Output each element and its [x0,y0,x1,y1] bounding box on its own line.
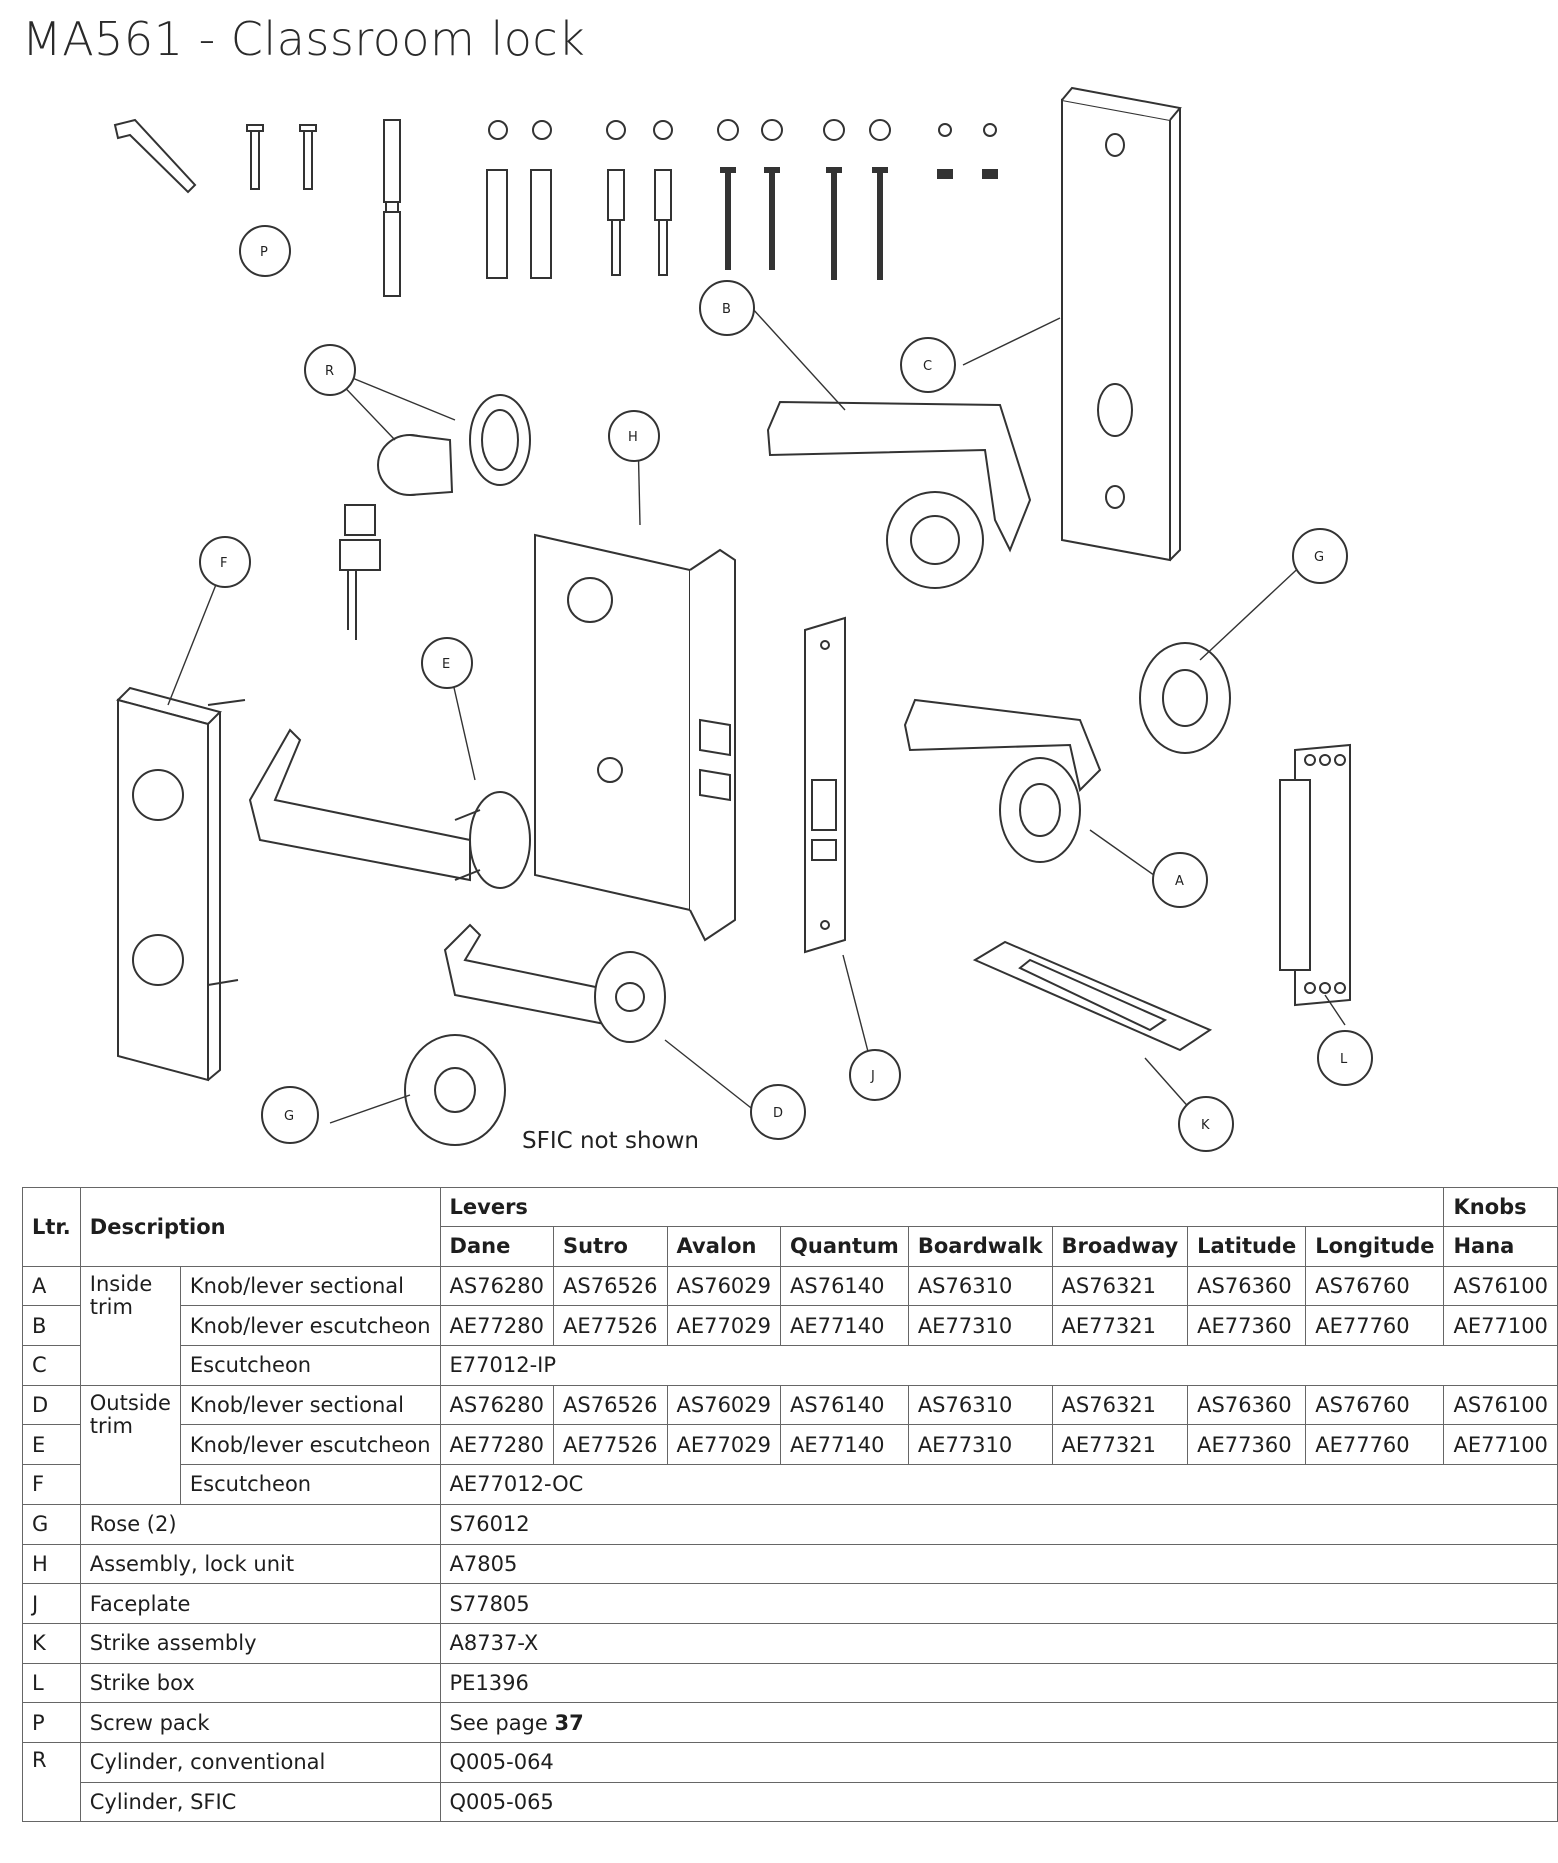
callout-h [609,411,659,461]
part-cell: AS76280 [440,1266,554,1306]
row-description: Cylinder, SFIC [80,1782,440,1822]
row-ltr: A [23,1266,81,1306]
row-description: Knob/lever escutcheon [180,1306,440,1346]
callout-k [1179,1097,1233,1151]
part-cell: AS76100 [1444,1266,1558,1306]
header-lever-dane: Dane [440,1227,554,1267]
header-lever-latitude: Latitude [1188,1227,1306,1267]
header-ltr: Ltr. [23,1188,81,1267]
svg-text:P: P [260,245,268,260]
part-cell: AS76140 [781,1266,909,1306]
group-outside-trim: Outside trim [80,1385,180,1504]
exploded-parts-diagram [0,80,1500,1170]
part-cell: AE77760 [1306,1306,1444,1346]
part-cell: AS76280 [440,1385,554,1425]
part-cell [440,1703,1557,1743]
part-cell: AS76140 [781,1385,909,1425]
svg-text:B: B [722,302,731,317]
table-row-k [23,1623,1558,1663]
faceplate-drawing [805,618,845,952]
part-cell: AE77360 [1188,1425,1306,1465]
part-cell: AE77321 [1052,1306,1188,1346]
header-lever-broadway: Broadway [1052,1227,1188,1267]
table-row-r [23,1742,1558,1782]
svg-text:F: F [220,556,228,571]
table-row-p [23,1703,1558,1743]
callout-l [1318,1031,1372,1085]
callout-f [200,537,250,587]
part-cell: A8737-X [440,1623,1557,1663]
row-description: Knob/lever sectional [180,1385,440,1425]
svg-text:G: G [1314,550,1325,565]
part-cell: AE77526 [554,1425,668,1465]
header-levers: Levers [440,1188,1444,1227]
header-lever-quantum: Quantum [781,1227,909,1267]
table-row-f [23,1465,1558,1505]
part-cell: AS76760 [1306,1266,1444,1306]
callout-c [901,338,955,392]
header-description: Description [80,1188,440,1267]
inside-escutcheon-drawing [1062,88,1180,560]
part-cell: AE77280 [440,1425,554,1465]
svg-text:G: G [284,1109,295,1124]
header-knobs: Knobs [1444,1188,1558,1227]
callout-e [422,638,472,688]
lock-body-drawing [535,535,735,940]
row-ltr: K [23,1623,81,1663]
table-row-d [23,1385,1558,1425]
callout-g-left [262,1087,318,1143]
spindle-drawing [384,120,400,296]
lower-lever-drawing [445,925,665,1042]
table-row-b [23,1306,1558,1346]
row-description: Strike box [80,1663,440,1703]
header-lever-boardwalk: Boardwalk [908,1227,1052,1267]
part-cell: AE77310 [908,1306,1052,1346]
row-ltr: E [23,1425,81,1465]
rose-right-drawing [1140,643,1230,753]
row-description: Rose (2) [80,1504,440,1544]
sectional-lever-drawing [905,700,1100,862]
part-cell: AS76310 [908,1266,1052,1306]
table-row-l [23,1663,1558,1703]
part-cell: AE77029 [667,1425,781,1465]
part-cell: AS76360 [1188,1385,1306,1425]
row-description: Faceplate [80,1584,440,1624]
svg-text:C: C [923,359,933,374]
part-cell: AS76526 [554,1385,668,1425]
callout-d [751,1085,805,1139]
row-ltr: D [23,1385,81,1425]
outside-lever-drawing [250,730,530,888]
part-cell: Q005-064 [440,1742,1557,1782]
part-cell: AS76321 [1052,1385,1188,1425]
table-row-e [23,1425,1558,1465]
part-cell: AS76526 [554,1266,668,1306]
part-cell: AE77526 [554,1306,668,1346]
header-lever-longitude: Longitude [1306,1227,1444,1267]
part-cell: AS76029 [667,1266,781,1306]
inside-lever-drawing [768,402,1030,588]
part-cell: AE77012-OC [440,1465,1557,1505]
svg-text:K: K [1201,1118,1210,1133]
header-lever-avalon: Avalon [667,1227,781,1267]
part-cell: AE77100 [1444,1425,1558,1465]
table-row-h [23,1544,1558,1584]
row-ltr: G [23,1504,81,1544]
outside-escutcheon-drawing [118,688,245,1080]
row-description: Strike assembly [80,1623,440,1663]
row-ltr: F [23,1465,81,1505]
callout-b [700,281,754,335]
part-cell: AS76360 [1188,1266,1306,1306]
part-cell: Q005-065 [440,1782,1557,1822]
svg-text:J: J [871,1069,875,1084]
callout-j [850,1050,900,1100]
strike-drawing [975,942,1210,1050]
callout-a [1153,853,1207,907]
part-cell: AE77310 [908,1425,1052,1465]
cylinder-drawing [340,395,530,640]
row-description: Escutcheon [180,1346,440,1386]
machine-screws-drawing [247,125,316,189]
row-description: Knob/lever escutcheon [180,1425,440,1465]
callout-g-right [1293,529,1347,583]
part-cell: S76012 [440,1504,1557,1544]
part-cell: AE77360 [1188,1306,1306,1346]
row-description: Knob/lever sectional [180,1266,440,1306]
table-header-row-1 [23,1188,1558,1227]
group-inside-trim: Inside trim [80,1266,180,1385]
part-cell: AE77140 [781,1425,909,1465]
svg-text:L: L [1340,1052,1348,1067]
row-ltr: L [23,1663,81,1703]
row-description: Escutcheon [180,1465,440,1505]
table-row-g [23,1504,1558,1544]
header-knob-hana: Hana [1444,1227,1558,1267]
row-ltr: J [23,1584,81,1624]
row-ltr: B [23,1306,81,1346]
row-ltr: P [23,1703,81,1743]
row-description: Cylinder, conventional [80,1742,440,1782]
part-cell: AS76321 [1052,1266,1188,1306]
callout-r [305,345,355,395]
part-cell: AE77760 [1306,1425,1444,1465]
wood-screws-drawing [718,120,997,280]
row-ltr: H [23,1544,81,1584]
svg-text:E: E [442,657,451,672]
table-row-a [23,1266,1558,1306]
part-cell: AS76029 [667,1385,781,1425]
row-description: Screw pack [80,1703,440,1743]
see-page-text: See page [449,1710,548,1735]
callout-p [240,226,290,276]
svg-text:R: R [325,364,335,379]
hex-key-drawing [115,120,195,192]
svg-text:H: H [628,430,638,445]
through-bolts-drawing [487,121,672,278]
table-row-c [23,1346,1558,1386]
part-cell: S77805 [440,1584,1557,1624]
page-title: MA561 - Classroom lock [22,12,586,66]
page-reference-link[interactable]: 37 [554,1710,584,1735]
row-ltr: C [23,1346,81,1386]
sfic-note: SFIC not shown [522,1128,699,1154]
part-cell: AE77321 [1052,1425,1188,1465]
header-lever-sutro: Sutro [554,1227,668,1267]
table-row-j [23,1584,1558,1624]
row-ltr: R [23,1742,81,1821]
rose-left-drawing [405,1035,505,1145]
part-cell: E77012-IP [440,1346,1557,1386]
part-cell: AE77140 [781,1306,909,1346]
strike-box-drawing [1280,745,1350,1005]
part-cell: A7805 [440,1544,1557,1584]
parts-table [22,1187,1558,1822]
part-cell: AS76760 [1306,1385,1444,1425]
part-cell: AE77100 [1444,1306,1558,1346]
svg-text:D: D [773,1106,784,1121]
svg-text:A: A [1175,874,1184,889]
part-cell: AE77280 [440,1306,554,1346]
table-row-r-sfic [23,1782,1558,1822]
part-cell: AE77029 [667,1306,781,1346]
part-cell: AS76100 [1444,1385,1558,1425]
row-description: Assembly, lock unit [80,1544,440,1584]
part-cell: AS76310 [908,1385,1052,1425]
part-cell: PE1396 [440,1663,1557,1703]
